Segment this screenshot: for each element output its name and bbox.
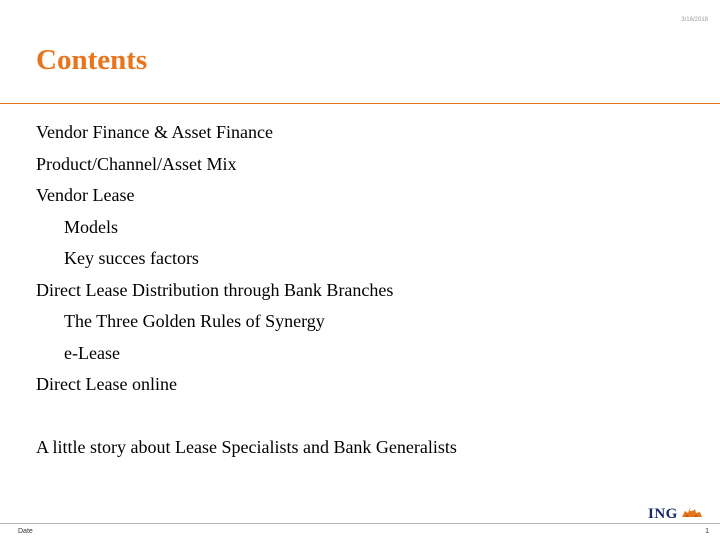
list-item-vendor-lease: Vendor Lease <box>36 185 135 205</box>
list-item-vendor-finance: Vendor Finance & Asset Finance <box>36 122 273 142</box>
slide-title: Contents <box>36 44 148 76</box>
slide-date: 3/16/2018 <box>681 17 708 23</box>
list-item-key-success: Key succes factors <box>64 248 199 268</box>
footer-divider <box>0 523 720 524</box>
list-item-e-lease: e-Lease <box>64 343 120 363</box>
list-item-golden-rules: The Three Golden Rules of Synergy <box>64 311 325 331</box>
logo-text: ING <box>648 506 678 522</box>
list-item-product-mix: Product/Channel/Asset Mix <box>36 154 237 174</box>
list-item-direct-lease-online: Direct Lease online <box>36 374 177 394</box>
lion-icon <box>681 505 703 524</box>
title-divider <box>0 103 720 104</box>
list-item-direct-lease-branches: Direct Lease Distribution through Bank Branches <box>36 280 394 300</box>
ing-logo <box>648 505 703 524</box>
list-item-little-story: A little story about Lease Specialists and Bank Generalists <box>36 437 457 457</box>
list-item-models: Models <box>64 217 118 237</box>
page-number: 1 <box>705 528 709 535</box>
footer-date-label: Date <box>18 528 33 535</box>
